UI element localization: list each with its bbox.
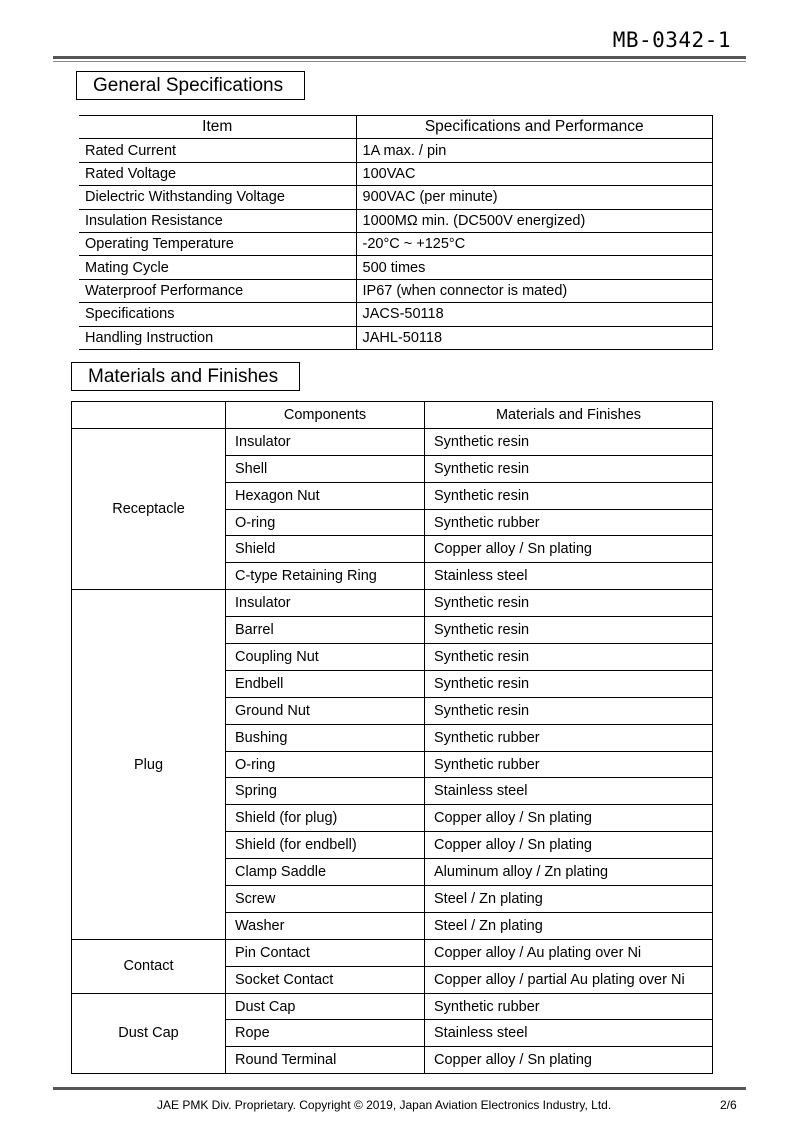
table-row — [72, 939, 713, 966]
table-row — [79, 139, 713, 162]
page-number: 2/6 — [720, 1098, 737, 1112]
spec-item-cell: Rated Current — [79, 139, 356, 162]
table-row — [72, 428, 713, 455]
section-title-general-specifications: General Specifications — [76, 71, 305, 100]
table-header-row — [79, 116, 713, 139]
material-cell: Synthetic resin — [425, 428, 713, 455]
group-name-cell: Receptacle — [72, 428, 226, 589]
table-row — [79, 186, 713, 209]
document-number: MB-0342-1 — [612, 28, 731, 52]
component-cell: Insulator — [226, 590, 425, 617]
material-cell: Stainless steel — [425, 1020, 713, 1047]
component-cell: Shell — [226, 455, 425, 482]
header-rule — [53, 56, 746, 59]
component-cell: Hexagon Nut — [226, 482, 425, 509]
spec-value-cell: 100VAC — [356, 162, 713, 185]
spec-value-cell: 1A max. / pin — [356, 139, 713, 162]
component-cell: Washer — [226, 912, 425, 939]
spec-value-cell: -20°C ~ +125°C — [356, 232, 713, 255]
spec-item-cell: Operating Temperature — [79, 232, 356, 255]
component-cell: O-ring — [226, 509, 425, 536]
spec-value-cell: JAHL-50118 — [356, 326, 713, 349]
spec-table-body — [79, 139, 713, 350]
component-cell: Spring — [226, 778, 425, 805]
component-cell: Shield (for endbell) — [226, 832, 425, 859]
component-cell: Rope — [226, 1020, 425, 1047]
material-cell: Synthetic resin — [425, 617, 713, 644]
material-cell: Copper alloy / Au plating over Ni — [425, 939, 713, 966]
table-row — [72, 993, 713, 1020]
table-row — [79, 256, 713, 279]
table-row — [79, 209, 713, 232]
spec-item-cell: Mating Cycle — [79, 256, 356, 279]
component-cell: Ground Nut — [226, 697, 425, 724]
spec-item-cell: Insulation Resistance — [79, 209, 356, 232]
table-row — [72, 590, 713, 617]
general-specifications-table — [79, 115, 713, 350]
group-name-cell: Plug — [72, 590, 226, 940]
material-cell: Synthetic rubber — [425, 724, 713, 751]
material-cell: Synthetic resin — [425, 644, 713, 671]
component-cell: Socket Contact — [226, 966, 425, 993]
spec-item-cell: Waterproof Performance — [79, 279, 356, 302]
material-cell: Synthetic resin — [425, 590, 713, 617]
material-cell: Synthetic rubber — [425, 751, 713, 778]
spec-item-cell: Dielectric Withstanding Voltage — [79, 186, 356, 209]
component-cell: Screw — [226, 886, 425, 913]
component-cell: Insulator — [226, 428, 425, 455]
table-row — [79, 326, 713, 349]
footer-rule — [53, 1087, 746, 1090]
material-cell: Copper alloy / Sn plating — [425, 805, 713, 832]
column-header-group — [72, 402, 226, 429]
component-cell: O-ring — [226, 751, 425, 778]
materials-table-body — [72, 428, 713, 1073]
spec-item-cell: Rated Voltage — [79, 162, 356, 185]
table-header-row — [72, 402, 713, 429]
material-cell: Stainless steel — [425, 778, 713, 805]
spec-item-cell: Handling Instruction — [79, 326, 356, 349]
material-cell: Stainless steel — [425, 563, 713, 590]
component-cell: Coupling Nut — [226, 644, 425, 671]
material-cell: Copper alloy / Sn plating — [425, 1047, 713, 1074]
group-name-cell: Contact — [72, 939, 226, 993]
spec-value-cell: 1000MΩ min. (DC500V energized) — [356, 209, 713, 232]
group-name-cell: Dust Cap — [72, 993, 226, 1074]
table-row — [79, 279, 713, 302]
spec-item-cell: Specifications — [79, 303, 356, 326]
component-cell: C-type Retaining Ring — [226, 563, 425, 590]
table-row — [79, 162, 713, 185]
component-cell: Dust Cap — [226, 993, 425, 1020]
column-header-item: Item — [79, 116, 356, 139]
column-header-components: Components — [226, 402, 425, 429]
component-cell: Barrel — [226, 617, 425, 644]
material-cell: Synthetic resin — [425, 670, 713, 697]
material-cell: Synthetic resin — [425, 455, 713, 482]
component-cell: Clamp Saddle — [226, 859, 425, 886]
spec-value-cell: 900VAC (per minute) — [356, 186, 713, 209]
material-cell: Copper alloy / partial Au plating over Ni — [425, 966, 713, 993]
component-cell: Shield (for plug) — [226, 805, 425, 832]
material-cell: Synthetic rubber — [425, 993, 713, 1020]
section-title-materials-finishes: Materials and Finishes — [71, 362, 300, 391]
material-cell: Synthetic resin — [425, 697, 713, 724]
component-cell: Round Terminal — [226, 1047, 425, 1074]
material-cell: Aluminum alloy / Zn plating — [425, 859, 713, 886]
spec-value-cell: IP67 (when connector is mated) — [356, 279, 713, 302]
table-row — [79, 232, 713, 255]
column-header-materials: Materials and Finishes — [425, 402, 713, 429]
material-cell: Synthetic rubber — [425, 509, 713, 536]
material-cell: Steel / Zn plating — [425, 886, 713, 913]
material-cell: Copper alloy / Sn plating — [425, 832, 713, 859]
table-row — [79, 303, 713, 326]
component-cell: Shield — [226, 536, 425, 563]
material-cell: Synthetic resin — [425, 482, 713, 509]
component-cell: Bushing — [226, 724, 425, 751]
material-cell: Steel / Zn plating — [425, 912, 713, 939]
copyright-text: JAE PMK Div. Proprietary. Copyright © 2019, Japan Aviation Electronics Industry, Ltd. — [157, 1098, 612, 1112]
component-cell: Pin Contact — [226, 939, 425, 966]
spec-value-cell: JACS-50118 — [356, 303, 713, 326]
header-rule-thin — [53, 61, 746, 62]
material-cell: Copper alloy / Sn plating — [425, 536, 713, 563]
column-header-specifications: Specifications and Performance — [356, 116, 713, 139]
materials-finishes-table — [71, 401, 713, 1074]
spec-value-cell: 500 times — [356, 256, 713, 279]
component-cell: Endbell — [226, 670, 425, 697]
